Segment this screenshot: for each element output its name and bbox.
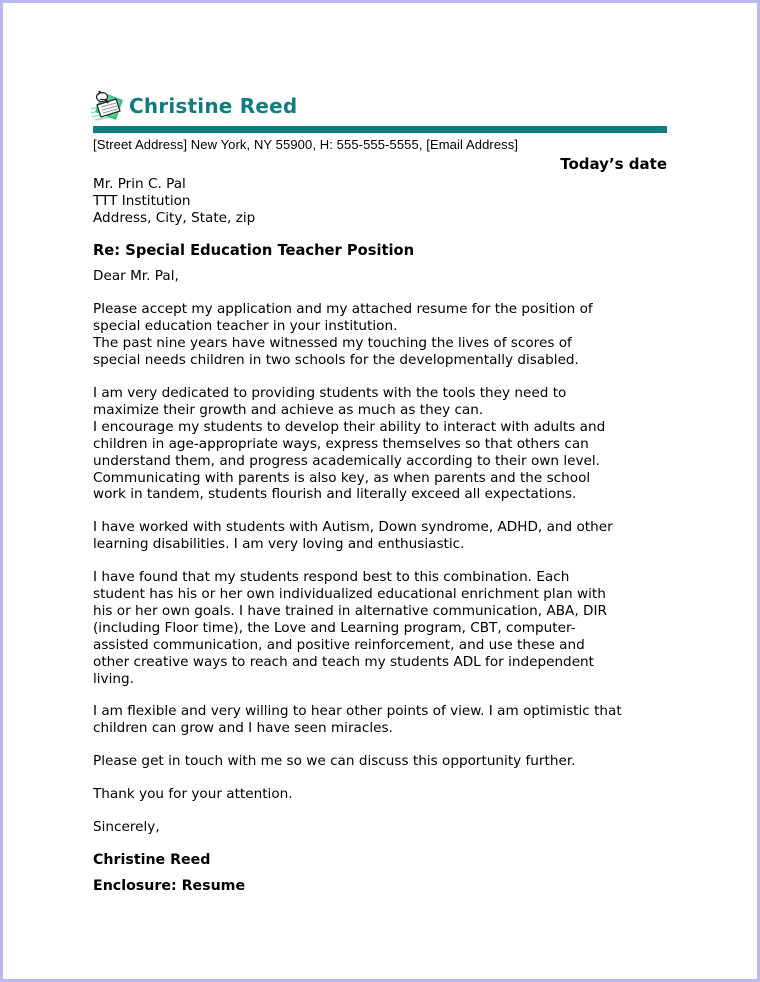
letter-line: living. — [93, 670, 134, 687]
enclosure-line: Enclosure: Resume — [93, 877, 246, 894]
recipient-address: Address, City, State, zip — [93, 209, 256, 226]
letter-line: I have found that my students respond best to this combination. Each — [93, 569, 570, 586]
closing-sincerely — [93, 819, 667, 836]
letterhead — [89, 87, 667, 125]
letter-line: understand them, and progress academically according to their own level. — [93, 452, 600, 469]
letter-line: I have worked with students with Autism, Down syndrome, ADHD, and other — [93, 519, 613, 536]
paragraph-6 — [93, 753, 667, 770]
letter-line: I am flexible and very willing to hear other points of view. I am optimistic that — [93, 703, 622, 720]
letter-line: other creative ways to reach and teach my students ADL for independent — [93, 653, 594, 670]
letter-line: Communicating with parents is also key, as when parents and the school — [93, 469, 591, 486]
paragraph-2 — [93, 385, 667, 503]
writing-hand-icon — [89, 87, 127, 125]
signature-name: Christine Reed — [93, 852, 211, 868]
letter-line: children in age-appropriate ways, express themselves so that others can — [93, 435, 589, 452]
paragraph-5 — [93, 703, 667, 737]
paragraph-4 — [93, 569, 667, 687]
letter-line: Please accept my application and my attached resume for the position of — [93, 301, 593, 318]
letter-line: (including Floor time), the Love and Learning program, CBT, computer- — [93, 619, 576, 636]
letter-line: assisted communication, and positive reinforcement, and use these and — [93, 636, 585, 653]
letter-line: special needs children in two schools for the developmentally disabled. — [93, 352, 579, 369]
letter-line: I encourage my students to develop their ability to interact with adults and — [93, 418, 606, 435]
paragraph-3 — [93, 519, 667, 553]
letter-line: Please get in touch with me so we can discuss this opportunity further. — [93, 753, 576, 770]
contact-line: [Street Address] New York, NY 55900, H: 555-555-5555, [Email Address] — [93, 137, 519, 152]
salutation: Dear Mr. Pal, — [93, 268, 179, 285]
letter-line: maximize their growth and achieve as much as they can. — [93, 401, 484, 418]
letter-line: learning disabilities. I am very loving and enthusiastic. — [93, 536, 465, 553]
recipient-name: Mr. Prin C. Pal — [93, 175, 186, 192]
letter-line: Thank you for your attention. — [93, 786, 293, 803]
letter-line: I am very dedicated to providing students with the tools they need to — [93, 384, 567, 401]
letterhead-name: Christine Reed — [129, 93, 298, 118]
letter-line: children can grow and I have seen miracles. — [93, 720, 393, 737]
recipient-block — [93, 176, 667, 227]
letter-line: Sincerely, — [93, 819, 160, 836]
paragraph-1 — [93, 301, 667, 369]
letter-line: student has his or her own individualized educational enrichment plan with — [93, 586, 606, 603]
date-line: Today’s date — [560, 154, 667, 173]
letterhead-divider-bar — [93, 126, 667, 133]
letter-line: his or her own goals. I have trained in alternative communication, ABA, DIR — [93, 602, 607, 619]
subject-line: Re: Special Education Teacher Position — [93, 241, 415, 259]
letter-line: work in tandem, students flourish and literally exceed all expectations. — [93, 486, 577, 503]
recipient-institution: TTT Institution — [93, 192, 191, 209]
paragraph-7 — [93, 786, 667, 803]
letter-line: special education teacher in your institution. — [93, 318, 398, 335]
letter-line: The past nine years have witnessed my touching the lives of scores of — [93, 335, 572, 352]
